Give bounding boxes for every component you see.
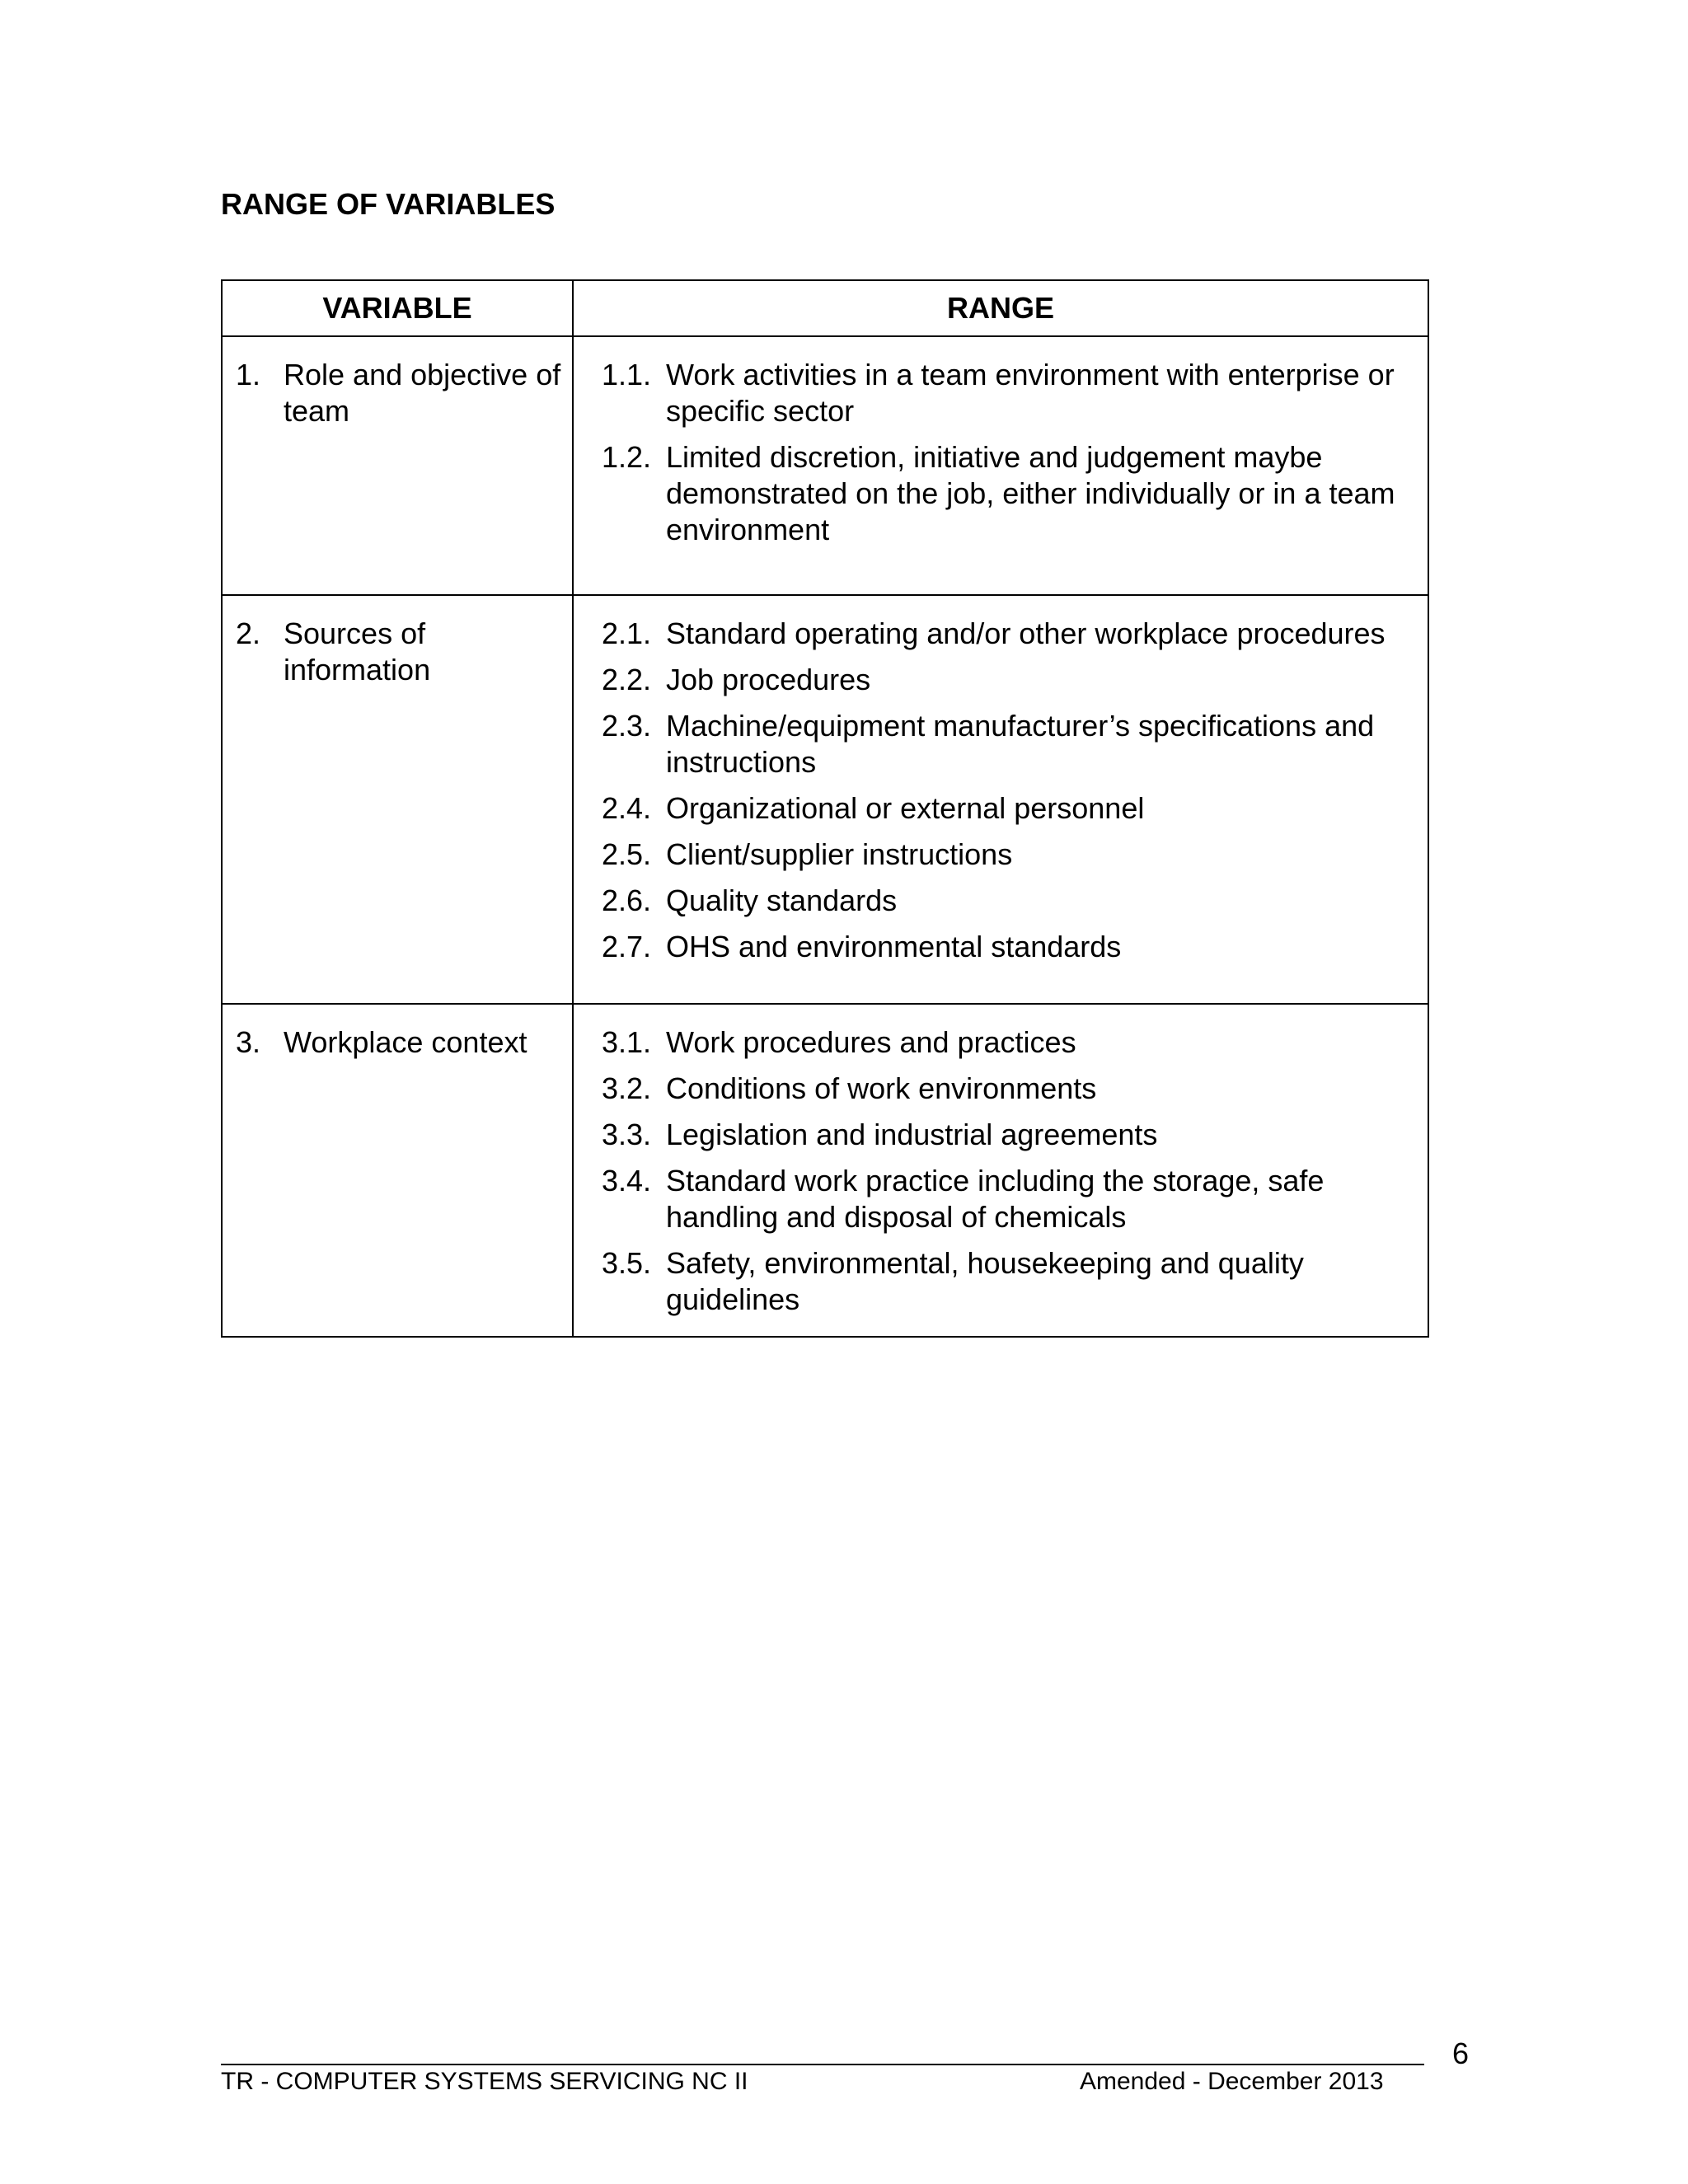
range-item <box>602 357 1419 429</box>
variable-item <box>236 357 564 429</box>
page-number: 6 <box>1452 2036 1470 2070</box>
range-cell <box>573 336 1428 595</box>
range-text: Client/supplier instructions <box>666 837 1013 871</box>
range-item <box>602 929 1419 965</box>
range-item <box>602 616 1419 652</box>
range-cell <box>573 595 1428 1004</box>
footer-divider <box>221 2064 1424 2065</box>
range-text: Limited discretion, initiative and judgement maybe demonstrated on the job, either individually or in a team environment <box>666 440 1395 546</box>
range-text: Quality standards <box>666 883 898 917</box>
range-number: 2.3. <box>602 709 652 743</box>
range-number: 2.1. <box>602 616 652 650</box>
variable-item <box>236 616 564 688</box>
range-item <box>602 708 1419 780</box>
range-item <box>602 1163 1419 1235</box>
range-number: 3.3. <box>602 1118 652 1151</box>
table-header-row <box>222 280 1428 336</box>
range-item <box>602 439 1419 548</box>
range-text: OHS and environmental standards <box>666 930 1122 963</box>
variable-number: 3. <box>236 1025 261 1059</box>
variable-number: 1. <box>236 358 261 391</box>
range-text: Legislation and industrial agreements <box>666 1118 1158 1151</box>
range-number: 3.4. <box>602 1164 652 1197</box>
table-row <box>222 595 1428 1004</box>
range-item <box>602 1024 1419 1061</box>
range-number: 3.2. <box>602 1071 652 1105</box>
range-of-variables-table <box>221 279 1429 1338</box>
range-number: 3.5. <box>602 1246 652 1280</box>
range-item <box>602 883 1419 919</box>
range-item <box>602 837 1419 873</box>
range-text: Work procedures and practices <box>666 1025 1076 1059</box>
range-text: Standard operating and/or other workplace procedures <box>666 616 1386 650</box>
range-text: Machine/equipment manufacturer’s specifications and instructions <box>666 709 1375 779</box>
footer-amendment-date: Amended - December 2013 <box>1080 2068 1384 2095</box>
range-number: 3.1. <box>602 1025 652 1059</box>
range-item <box>602 1117 1419 1153</box>
range-number: 2.7. <box>602 930 652 963</box>
range-number: 1.2. <box>602 440 652 474</box>
variable-cell <box>222 1004 573 1337</box>
range-item <box>602 662 1419 698</box>
page-title: RANGE OF VARIABLES <box>221 187 556 221</box>
range-number: 2.4. <box>602 791 652 825</box>
range-text: Work activities in a team environment with enterprise or specific sector <box>666 358 1395 428</box>
variable-number: 2. <box>236 616 261 650</box>
footer-document-title: TR - COMPUTER SYSTEMS SERVICING NC II <box>221 2068 748 2095</box>
range-number: 2.2. <box>602 663 652 696</box>
table-row <box>222 1004 1428 1337</box>
column-header-range: RANGE <box>573 280 1428 336</box>
range-number: 1.1. <box>602 358 652 391</box>
range-item <box>602 1245 1419 1318</box>
range-text: Standard work practice including the storage, safe handling and disposal of chemicals <box>666 1164 1325 1234</box>
variable-cell <box>222 595 573 1004</box>
table-row <box>222 336 1428 595</box>
variable-label: Role and objective of team <box>284 358 561 428</box>
range-item <box>602 790 1419 827</box>
range-text: Organizational or external personnel <box>666 791 1145 825</box>
variable-item <box>236 1024 564 1061</box>
variable-label: Sources of information <box>284 616 431 687</box>
range-text: Job procedures <box>666 663 871 696</box>
variable-cell <box>222 336 573 595</box>
range-text: Conditions of work environments <box>666 1071 1097 1105</box>
range-number: 2.6. <box>602 883 652 917</box>
column-header-variable: VARIABLE <box>222 280 573 336</box>
range-cell <box>573 1004 1428 1337</box>
range-number: 2.5. <box>602 837 652 871</box>
variable-label: Workplace context <box>284 1025 528 1059</box>
range-text: Safety, environmental, housekeeping and quality guidelines <box>666 1246 1304 1316</box>
range-item <box>602 1071 1419 1107</box>
